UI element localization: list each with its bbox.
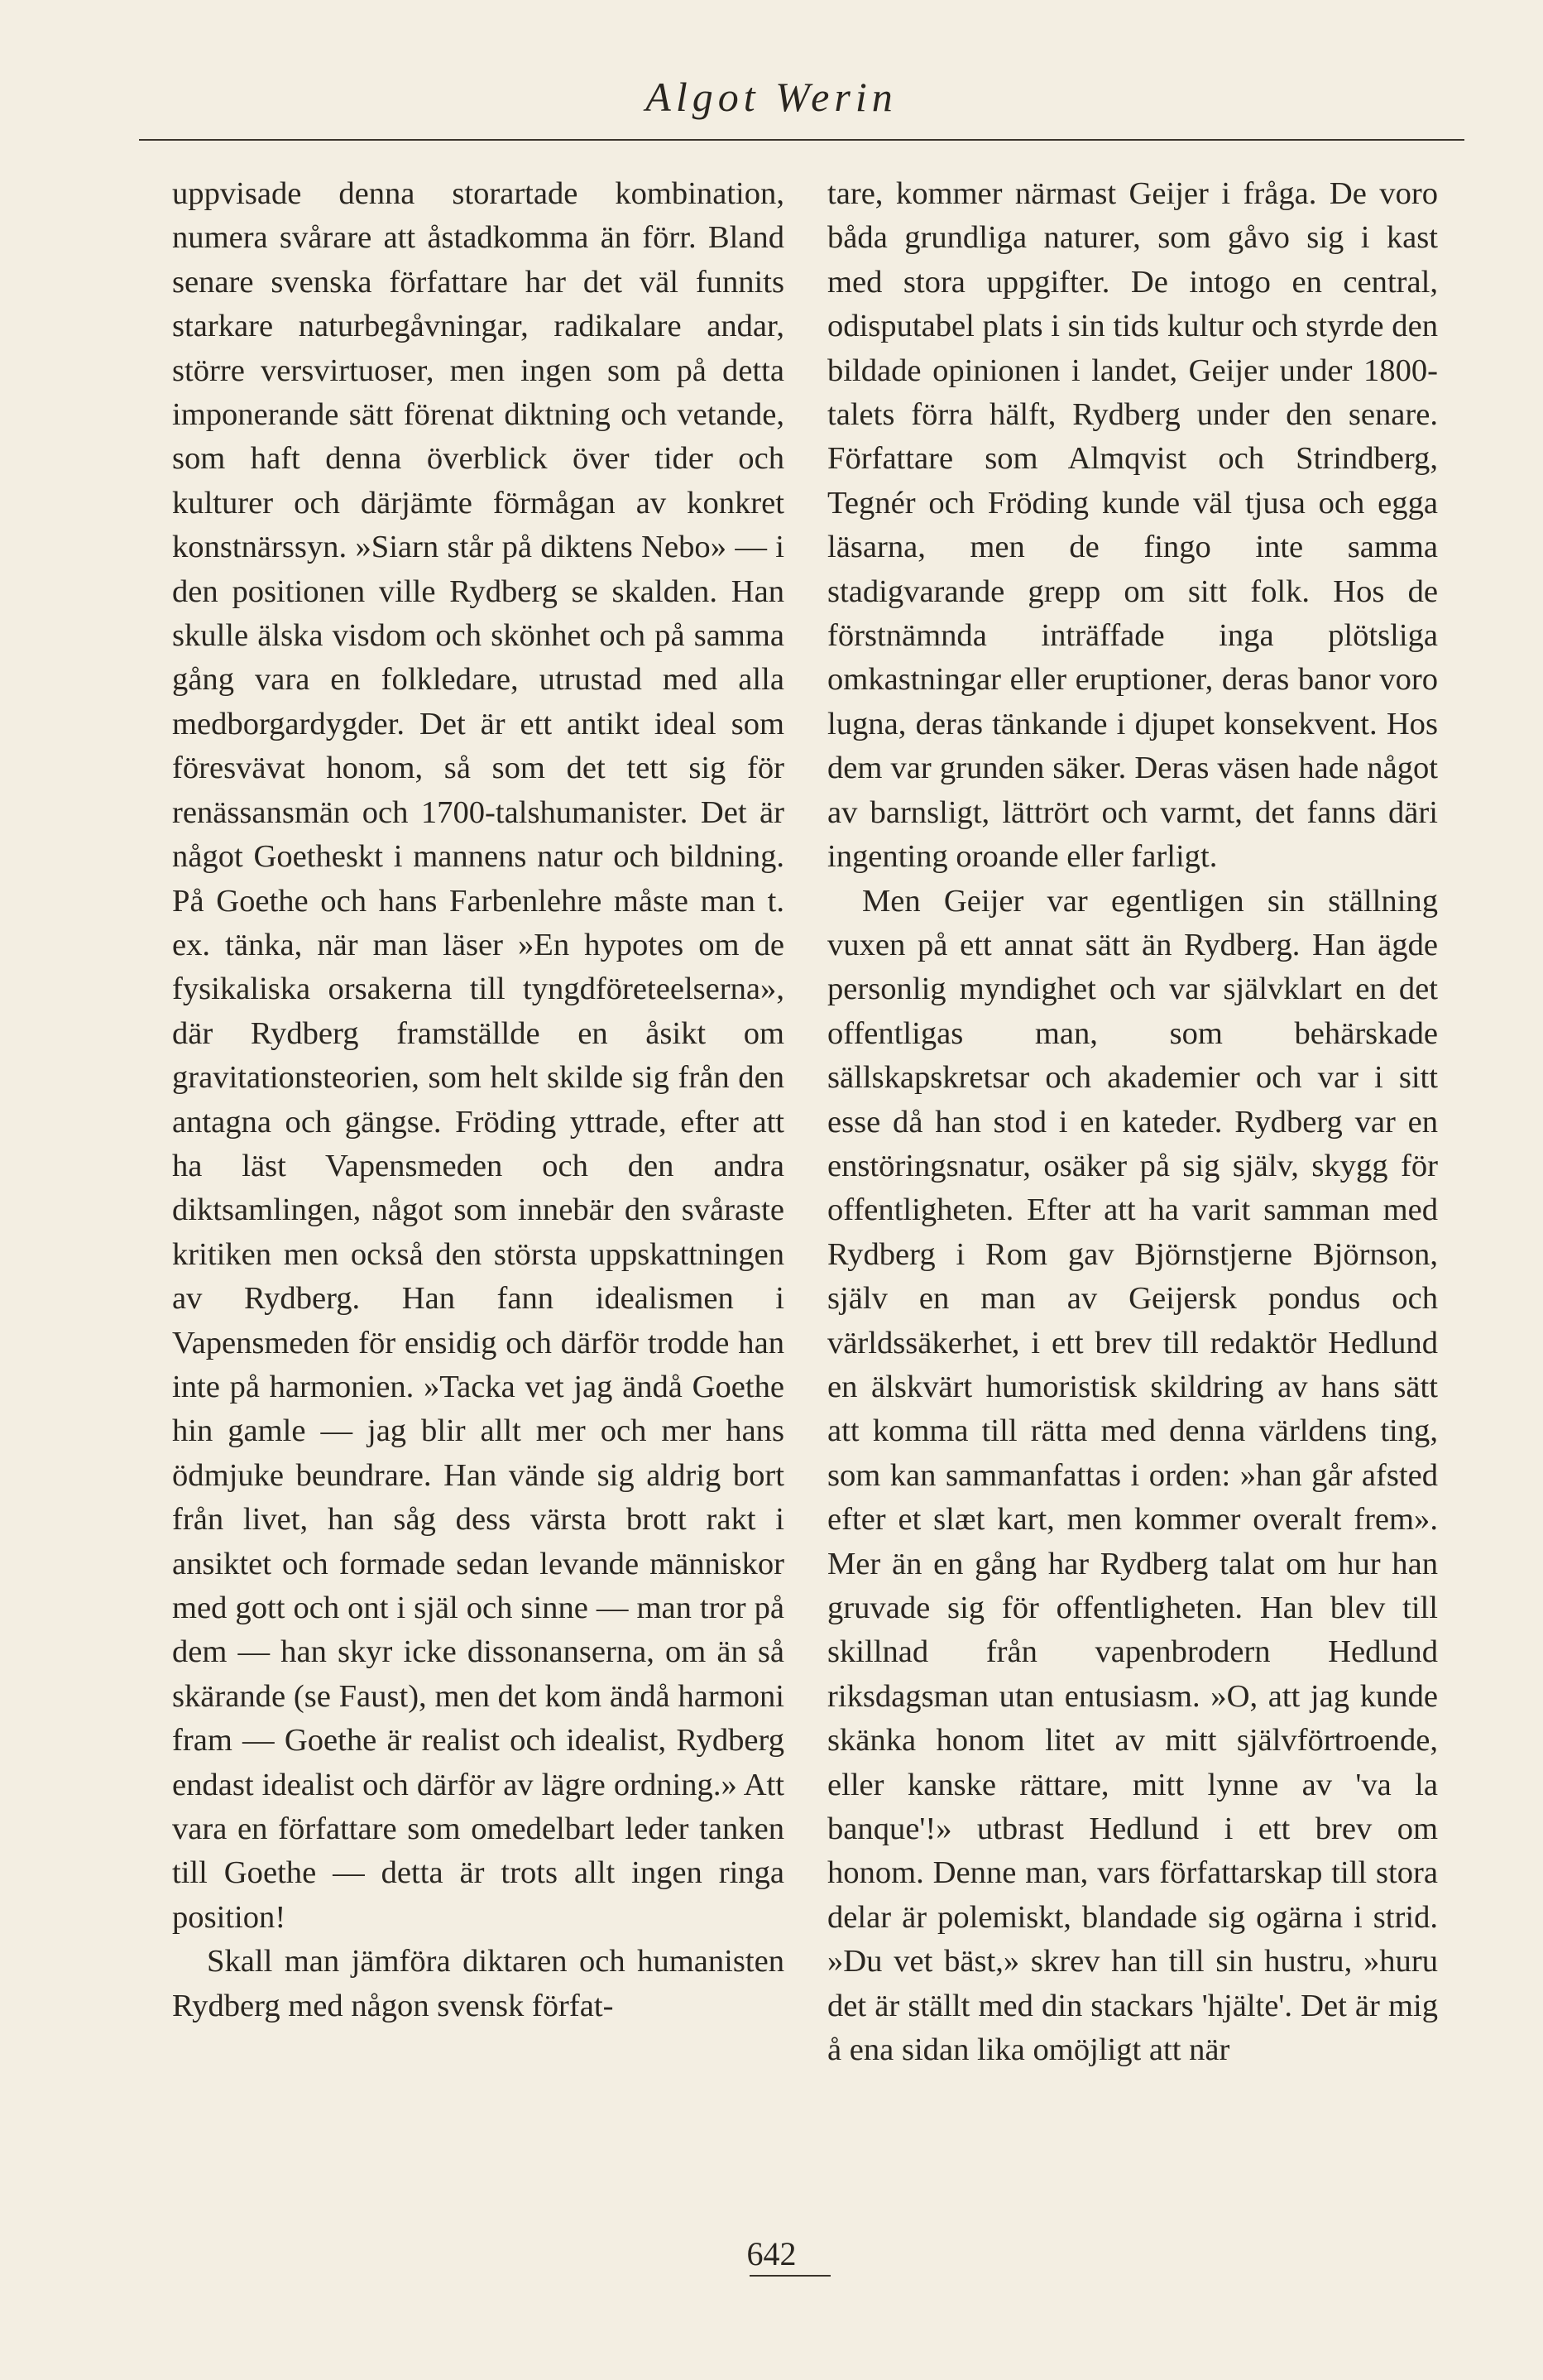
left-column <box>172 172 784 2028</box>
page-number-rule <box>750 2275 831 2277</box>
left-paragraph-1: uppvisade denna storartade kombination, numera svårare att åstadkomma än förr. Bland senare svenska författare har det väl funnits starkare naturbegåvningar, radikalare andar, större versvirtuoser, men ingen som på detta imponerande sätt förenat diktning och vetande, som haft denna överblick över tider och kulturer och därjämte förmågan av konkret konstnärssyn. »Siarn står på diktens Nebo» — i den positionen ville Rydberg se skalden. Han skulle älska visdom och skönhet och på samma gång vara en folkledare, utrustad med alla medborgardygder. Det är ett antikt ideal som föresvävat honom, så som det tett sig för renässansmän och 1700-talshumanister. Det är något Goetheskt i mannens natur och bildning. På Goethe och hans Farbenlehre måste man t. ex. tänka, när man läser »En hypotes om de fysikaliska orsakerna till tyngdföreteelserna», där Rydberg framställde en åsikt om gravitationsteorien, som helt skilde sig från den antagna och gängse. Fröding yttrade, efter att ha läst Vapensmeden och den andra diktsamlingen, något som innebär den svåraste kritiken men också den största uppskattningen av Rydberg. Han fann idealismen i Vapensmeden för ensidig och därför trodde han inte på harmonien. »Tacka vet jag ändå Goethe hin gamle — jag blir allt mer och mer hans ödmjuke beundrare. Han vände sig aldrig bort från livet, han såg dess värsta brott rakt i ansiktet och formade sedan levande människor med gott och ont i själ och sinne — man tror på dem — han skyr icke dissonanserna, om än så skärande (se Faust), men det kom ändå harmoni fram — Goethe är realist och idealist, Rydberg endast idealist och därför av lägre ordning.» Att vara en författare som omedelbart leder tanken till Goethe — detta är trots allt ingen ringa position! <box>172 176 784 1935</box>
right-column <box>827 172 1438 2072</box>
left-paragraph-2: Skall man jämföra diktaren och humanisten Rydberg med någon svensk förfat- <box>172 1944 784 2023</box>
right-paragraph-2: Men Geijer var egentligen sin ställning vuxen på ett annat sätt än Rydberg. Han ägde personlig myndighet och var självklart en det offentligas man, som behärskade sällskapskretsar och akademier och var i sitt esse då han stod i en kateder. Rydberg var en enstöringsnatur, osäker på sig själv, skygg för offentligheten. Efter att ha varit samman med Rydberg i Rom gav Björnstjerne Björnson, själv en man av Geijersk pondus och världssäkerhet, i ett brev till redaktör Hedlund en älskvärt humoristisk skildring av hans sätt att komma till rätta med denna världens ting, som kan sammanfattas i orden: »han går afsted efter et slæt kart, men kommer overalt frem». Mer än en gång har Rydberg talat om hur han gruvade sig för offentligheten. Han blev till skillnad från vapenbrodern Hedlund riksdagsman utan entusiasm. »O, att jag kunde skänka honom litet av mitt självförtroende, eller kanske rättare, mitt lynne av 'va la banque'!» utbrast Hedlund i ett brev om honom. Denne man, vars författarskap till stora delar är polemiskt, blandade sig ogärna i strid. »Du vet bäst,» skrev han till sin hustru, »huru det är ställt med din stackars 'hjälte'. Det är mig å ena sidan lika omöjligt att när <box>827 883 1438 2068</box>
right-paragraph-1: tare, kommer närmast Geijer i fråga. De voro båda grundliga naturer, som gåvo sig i kast med stora uppgifter. De intogo en central, odisputabel plats i sin tids kultur och styrde den bildade opinionen i landet, Geijer under 1800-talets förra hälft, Rydberg under den senare. Författare som Almqvist och Strindberg, Tegnér och Fröding kunde väl tjusa och egga läsarna, men de fingo inte samma stadigvarande grepp om sitt folk. Hos de förstnämnda inträffade inga plötsliga omkastningar eller eruptioner, deras banor voro lugna, deras tänkande i djupet konsekvent. Hos dem var grunden säker. Deras väsen hade något av barnsligt, lättrört och varmt, det fanns däri ingenting oroande eller farligt. <box>827 176 1438 875</box>
header-rule <box>139 139 1464 141</box>
page-number: 642 <box>746 2235 797 2272</box>
running-title: Algot Werin <box>645 74 898 120</box>
